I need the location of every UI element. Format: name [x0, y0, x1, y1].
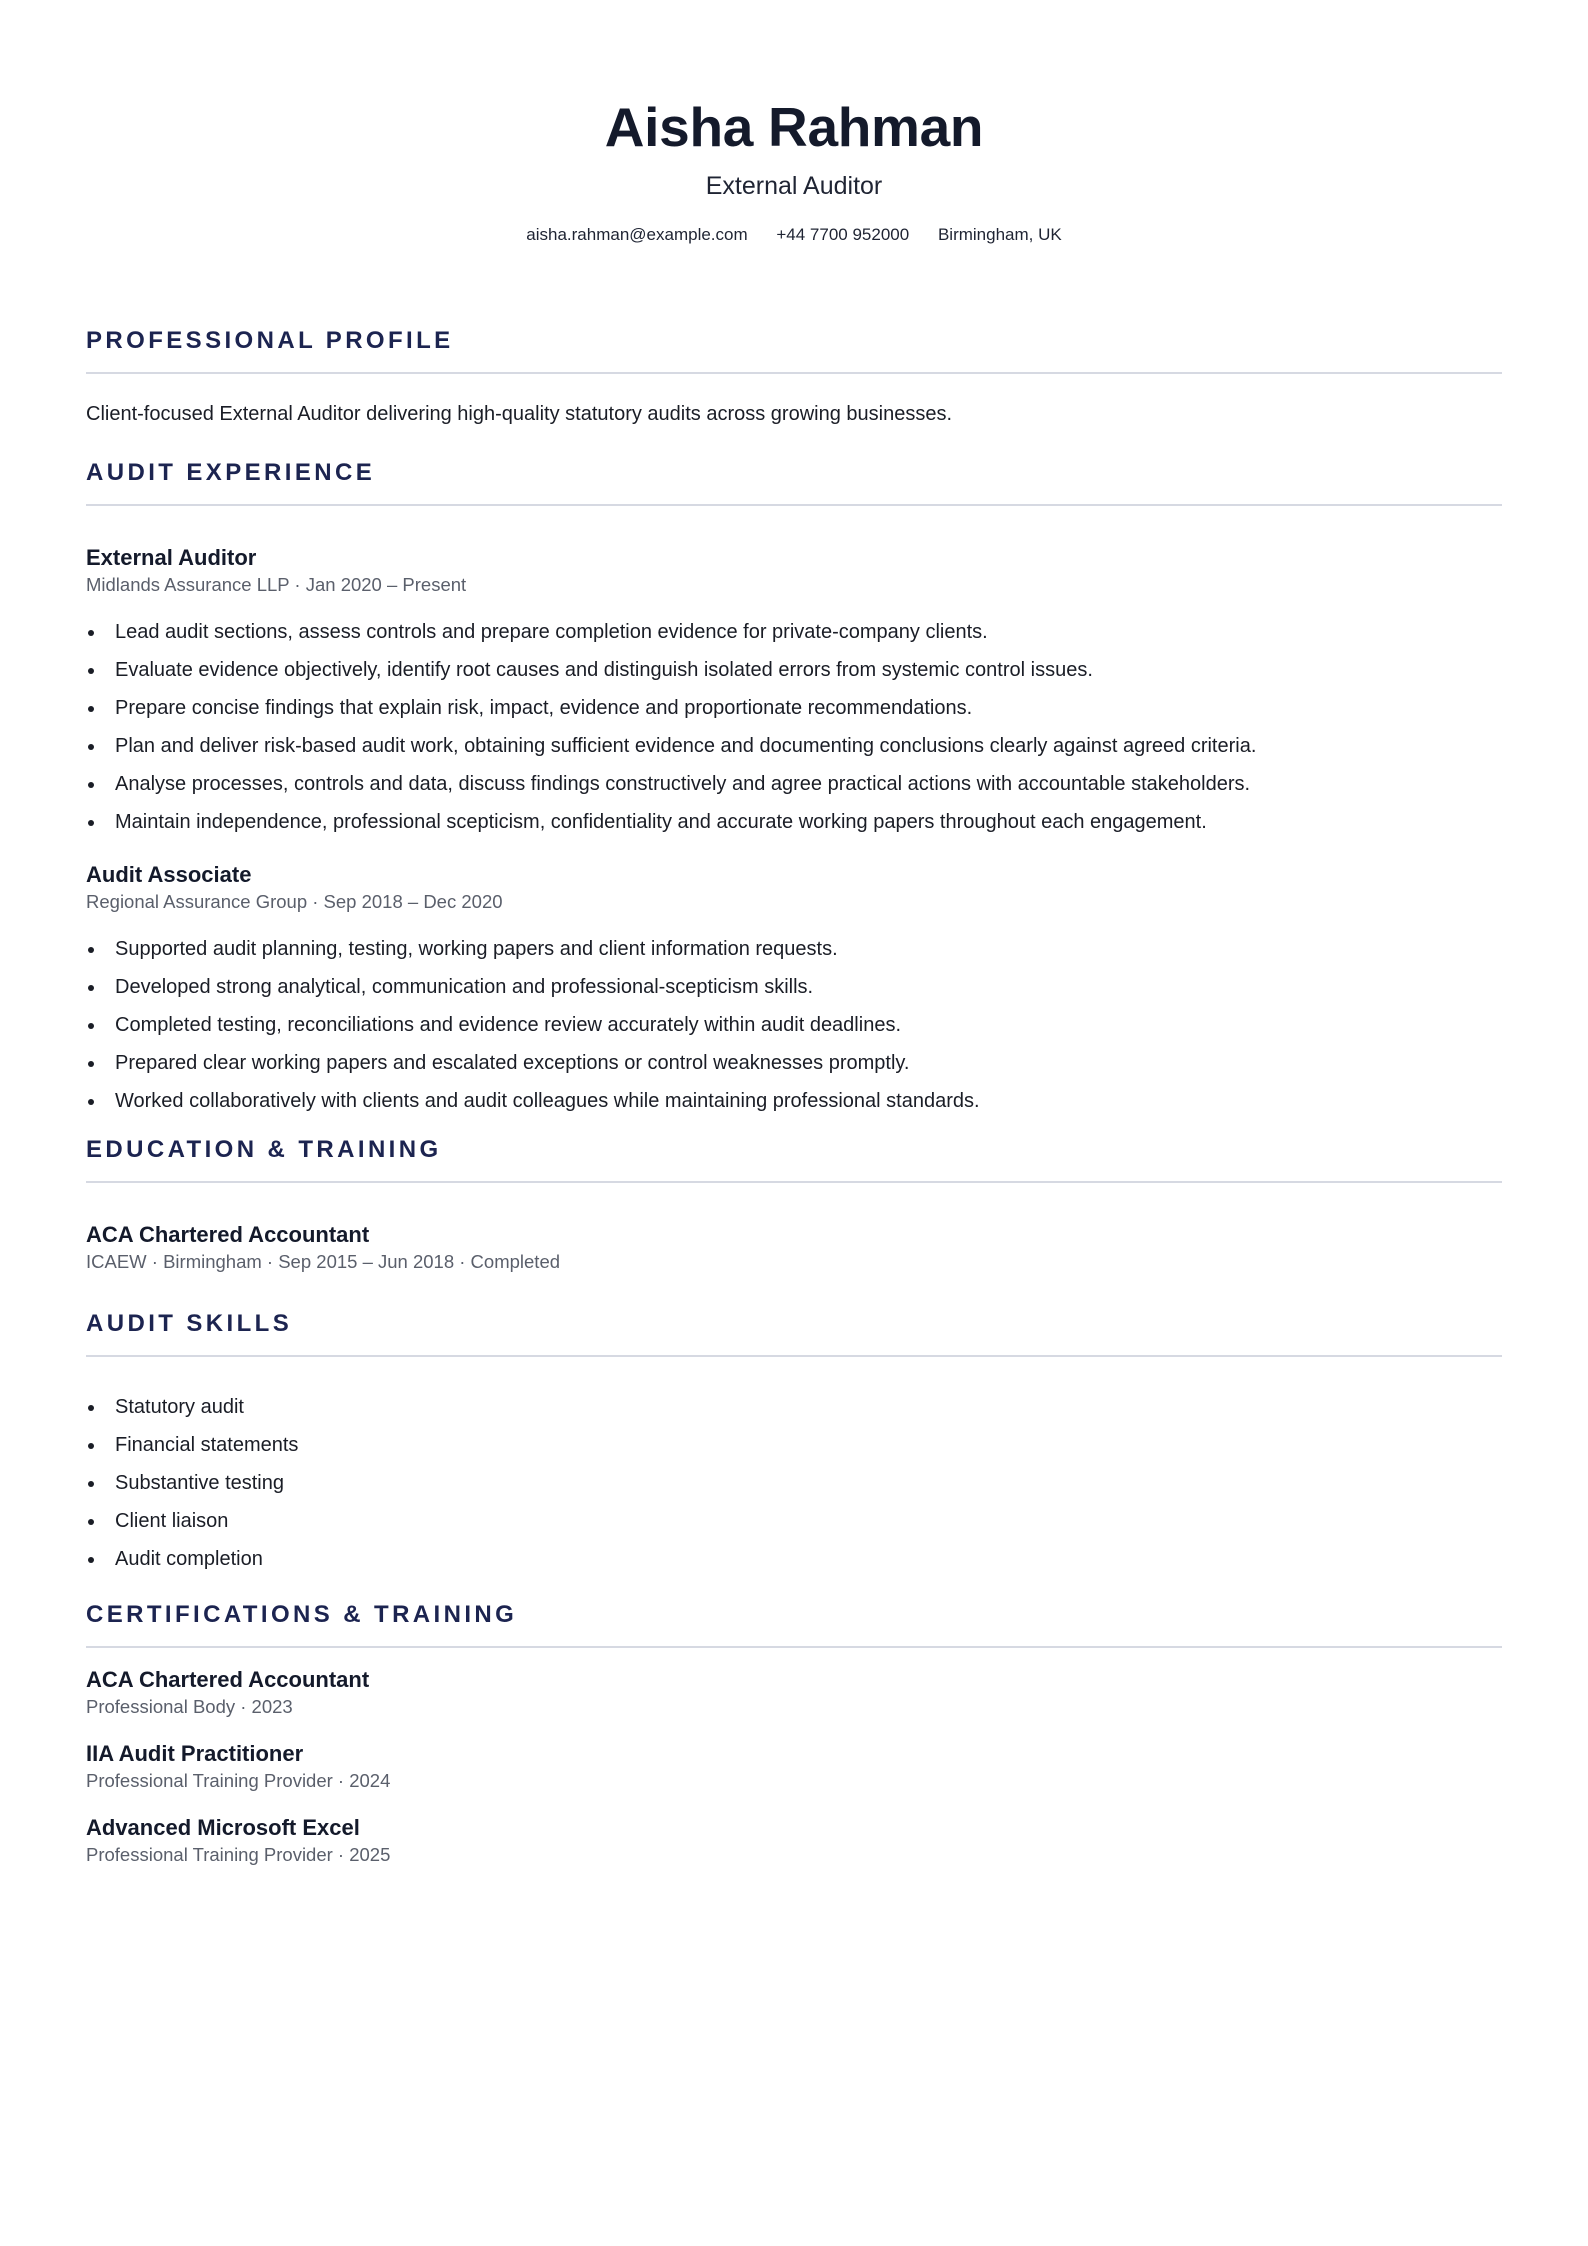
bullet-item: Prepared clear working papers and escalated exceptions or control weaknesses promptly.	[86, 1050, 1502, 1076]
candidate-name: Aisha Rahman	[604, 96, 984, 158]
section-title-experience: AUDIT EXPERIENCE	[86, 459, 376, 486]
contact-phone: +44 7700 952000	[776, 225, 910, 244]
certification-entry	[86, 1814, 1502, 1867]
education-section	[86, 1135, 1502, 1274]
certification-meta: Professional Training Provider · 2024	[86, 1770, 391, 1791]
section-title-skills: AUDIT SKILLS	[86, 1310, 293, 1337]
certification-title: IIA Audit Practitioner	[86, 1741, 304, 1766]
job-meta: Midlands Assurance LLP · Jan 2020 – Present	[86, 574, 467, 595]
job-entry	[86, 861, 1502, 1114]
job-title: External Auditor	[86, 545, 257, 570]
profile-summary: Client-focused External Auditor delivering high-quality statutory audits across growing businesses.	[86, 403, 953, 425]
skill-item: Audit completion	[86, 1546, 1502, 1572]
resume-header	[86, 0, 1502, 246]
bullet-item: Prepare concise findings that explain risk, impact, evidence and proportionate recommendations.	[86, 695, 1502, 721]
section-title-profile: PROFESSIONAL PROFILE	[86, 327, 454, 354]
education-entry	[86, 1221, 1502, 1274]
section-divider	[86, 1646, 1502, 1648]
skill-item: Client liaison	[86, 1508, 1502, 1534]
skill-item: Statutory audit	[86, 1394, 1502, 1420]
skills-list	[86, 1394, 1502, 1572]
skill-item: Financial statements	[86, 1432, 1502, 1458]
bullet-item: Worked collaboratively with clients and audit colleagues while maintaining professional standards.	[86, 1088, 1502, 1114]
section-title-education: EDUCATION & TRAINING	[86, 1136, 442, 1163]
bullet-item: Lead audit sections, assess controls and prepare completion evidence for private-company clients.	[86, 619, 1502, 645]
contact-location: Birmingham, UK	[937, 225, 1062, 244]
section-title-certifications: CERTIFICATIONS & TRAINING	[86, 1601, 518, 1628]
skills-section	[86, 1309, 1502, 1572]
bullet-item: Plan and deliver risk-based audit work, obtaining sufficient evidence and documenting conclusions clearly against agreed criteria.	[86, 733, 1502, 759]
education-title: ACA Chartered Accountant	[86, 1222, 370, 1247]
bullet-item: Supported audit planning, testing, working papers and client information requests.	[86, 936, 1502, 962]
job-meta: Regional Assurance Group · Sep 2018 – Dec 2020	[86, 891, 503, 912]
contact-email: aisha.rahman@example.com	[526, 225, 748, 244]
bullet-item: Developed strong analytical, communication and professional-scepticism skills.	[86, 974, 1502, 1000]
bullet-item: Analyse processes, controls and data, discuss findings constructively and agree practical actions with accountable stakeholders.	[86, 771, 1502, 797]
section-divider	[86, 1355, 1502, 1357]
certification-meta: Professional Body · 2023	[86, 1696, 293, 1717]
job-bullets	[86, 936, 1502, 1114]
certification-title: Advanced Microsoft Excel	[86, 1815, 360, 1840]
bullet-item: Evaluate evidence objectively, identify root causes and distinguish isolated errors from systemic control issues.	[86, 657, 1502, 683]
section-divider	[86, 372, 1502, 374]
certification-entry	[86, 1740, 1502, 1793]
certifications-section	[86, 1600, 1502, 1867]
job-entry	[86, 544, 1502, 835]
education-meta: ICAEW · Birmingham · Sep 2015 – Jun 2018 · Completed	[86, 1251, 561, 1272]
section-divider	[86, 1181, 1502, 1183]
profile-section	[86, 326, 1502, 427]
job-title: Audit Associate	[86, 862, 252, 887]
certification-entry	[86, 1666, 1502, 1719]
bullet-item: Maintain independence, professional scepticism, confidentiality and accurate working papers throughout each engagement.	[86, 809, 1502, 835]
candidate-role: External Auditor	[705, 172, 883, 200]
experience-section	[86, 458, 1502, 1114]
bullet-item: Completed testing, reconciliations and evidence review accurately within audit deadlines.	[86, 1012, 1502, 1038]
job-bullets	[86, 619, 1502, 835]
certification-title: ACA Chartered Accountant	[86, 1667, 370, 1692]
contact-line	[86, 224, 1502, 246]
section-divider	[86, 504, 1502, 506]
skill-item: Substantive testing	[86, 1470, 1502, 1496]
certification-meta: Professional Training Provider · 2025	[86, 1844, 391, 1865]
